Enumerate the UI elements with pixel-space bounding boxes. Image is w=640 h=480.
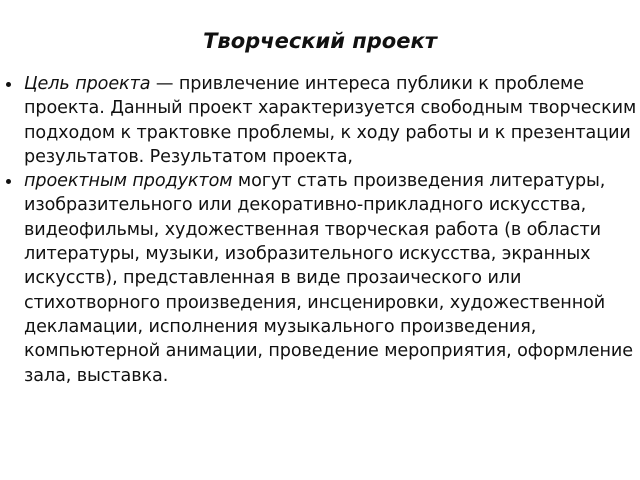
bullet-item-project-product — [6, 169, 638, 388]
bullet-term: проектным продуктом — [24, 171, 233, 192]
bullet-text: — привлечение интереса публики к проблеме проекта. Данный проект характеризуется свободным творческим подходом к трактовке проблемы, к ходу работы и к презентации результатов. Результатом проекта, — [24, 74, 637, 167]
bullet-list — [6, 72, 638, 388]
bullet-dot-icon — [6, 179, 11, 184]
bullet-item-project-goal — [6, 72, 638, 169]
slide-title: Творческий проект — [203, 29, 437, 53]
bullet-term: Цель проекта — [24, 74, 151, 94]
bullet-dot-icon — [6, 82, 11, 87]
bullet-text: могут стать произведения литературы, изобразительного или декоративно-прикладного искусства, видеофильмы, художественная творческая работа (в области литературы, музыки, изобразительного искусства, экранных искусств), представленная в виде прозаического или стихотворного произведения, инсценировки, художественной декламации, исполнения музыкального произведения, компьютерной анимации, проведение мероприятия, оформление зала, выставка. — [24, 171, 633, 386]
